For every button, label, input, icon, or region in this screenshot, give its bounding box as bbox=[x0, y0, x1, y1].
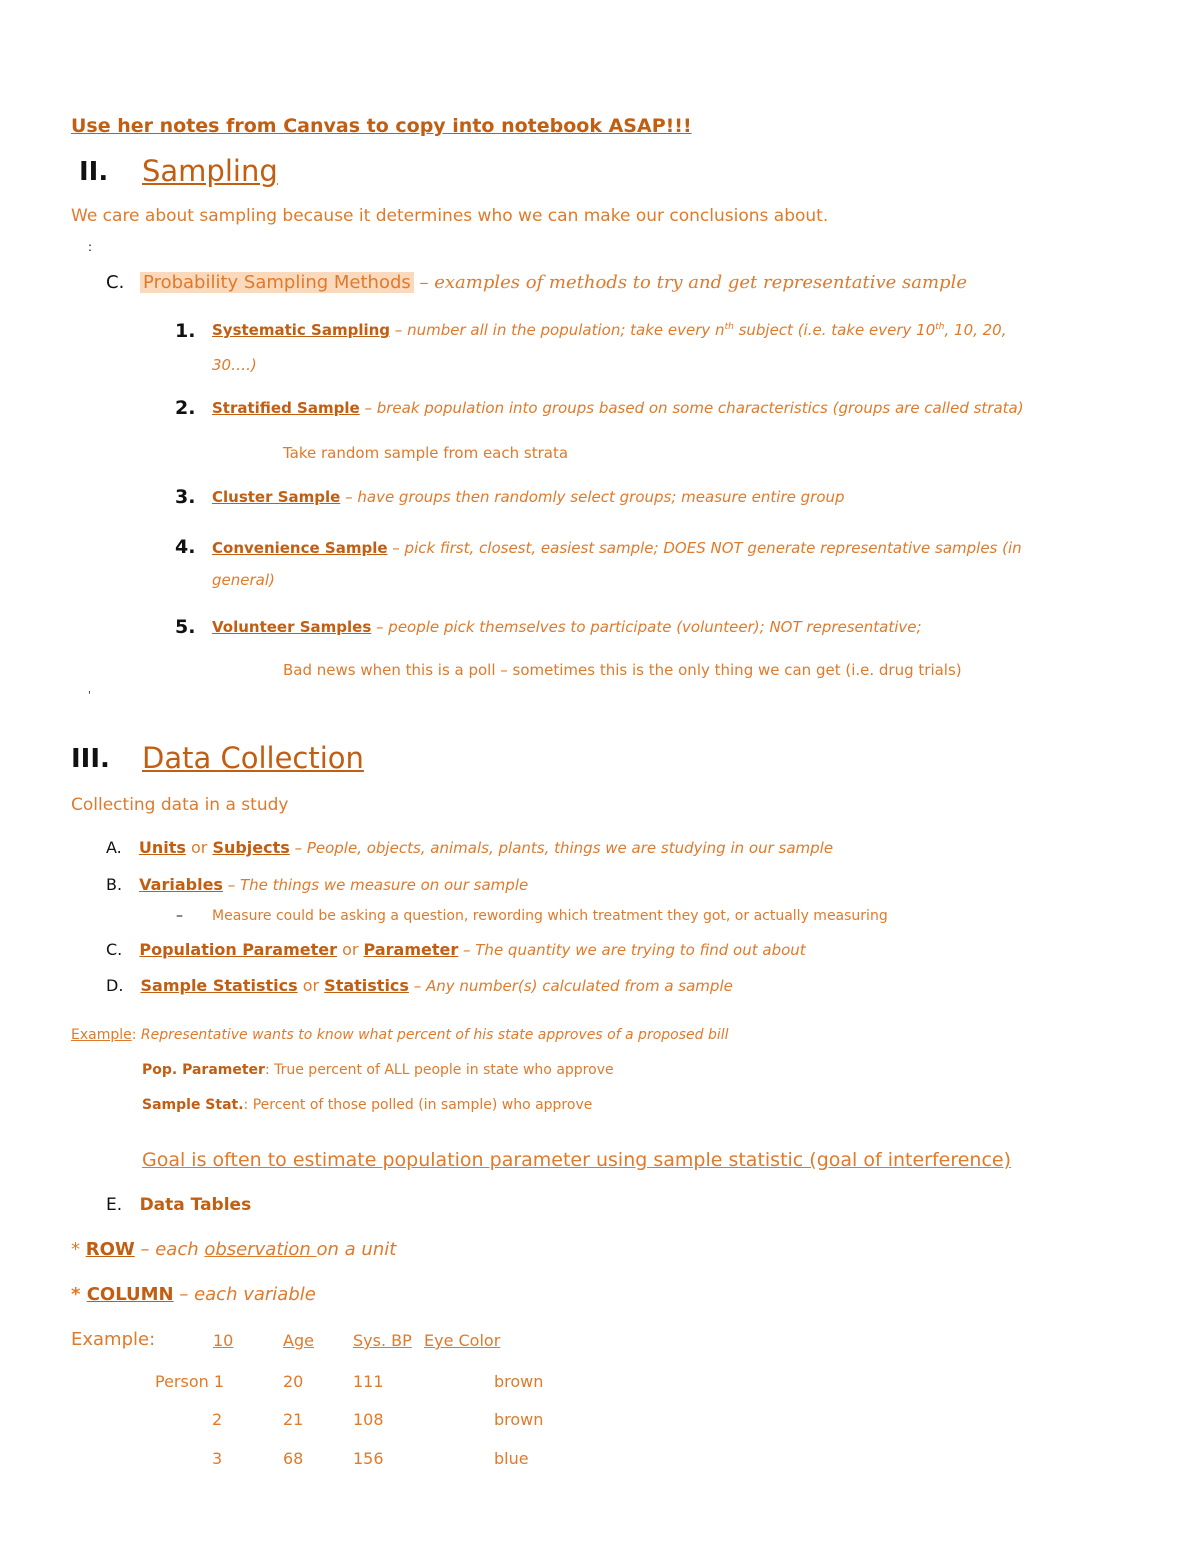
probability-methods-desc: – examples of methods to try and get representative sample bbox=[413, 272, 967, 293]
item-b-sub-dash: – bbox=[176, 908, 183, 924]
method-1-desc-a: – number all in the population; take every n bbox=[390, 321, 725, 339]
method-2-desc: – break population into groups based on some characteristics (groups are called strata) bbox=[359, 399, 1024, 417]
item-c bbox=[106, 940, 806, 959]
table-cell: blue bbox=[494, 1449, 529, 1468]
item-d-letter: D. bbox=[106, 976, 124, 995]
table-cell: 111 bbox=[353, 1372, 384, 1391]
item-b-term: Variables bbox=[139, 875, 223, 894]
row-dash: – each bbox=[134, 1239, 205, 1260]
item-a-desc: – People, objects, animals, plants, things we are studying in our sample bbox=[289, 839, 834, 857]
item-b-sub: Measure could be asking a question, rewording which treatment they got, or actually measuring bbox=[212, 908, 888, 924]
method-5-desc: – people pick themselves to participate (volunteer); NOT representative; bbox=[371, 618, 922, 636]
method-4-term: Convenience Sample bbox=[212, 539, 388, 557]
example-label: Example bbox=[71, 1027, 132, 1043]
table-cell: 156 bbox=[353, 1449, 384, 1468]
stat-line bbox=[142, 1097, 592, 1113]
method-1-desc-cont: 30….) bbox=[212, 356, 257, 374]
item-d-term-2: Statistics bbox=[324, 976, 409, 995]
method-4-desc: – pick first, closest, easiest sample; DOES NOT generate representative samples (in bbox=[387, 539, 1022, 557]
item-c-desc: – The quantity we are trying to find out about bbox=[458, 941, 806, 959]
item-b-letter: B. bbox=[106, 875, 123, 894]
item-e-letter: E. bbox=[106, 1195, 123, 1215]
probability-methods-item bbox=[106, 272, 967, 293]
tick-mark: ' bbox=[88, 690, 91, 701]
item-b-desc: – The things we measure on our sample bbox=[222, 876, 529, 894]
table-cell: 21 bbox=[283, 1410, 304, 1429]
method-1-desc-b: subject (i.e. take every 10 bbox=[733, 321, 936, 339]
item-d-or: or bbox=[297, 976, 325, 995]
row-term: ROW bbox=[85, 1239, 135, 1260]
method-3-number: 3. bbox=[175, 486, 196, 508]
table-cell: 2 bbox=[212, 1410, 223, 1429]
item-a-or: or bbox=[185, 838, 213, 857]
table-cell: brown bbox=[494, 1410, 544, 1429]
item-e-term: Data Tables bbox=[139, 1195, 252, 1215]
section-2-numeral: II. bbox=[79, 157, 109, 187]
item-d-term-1: Sample Statistics bbox=[140, 976, 298, 995]
method-5-line bbox=[212, 618, 922, 636]
stat-label: Sample Stat. bbox=[142, 1097, 244, 1113]
table-cell: 3 bbox=[212, 1449, 223, 1468]
table-header-bp: Sys. BP bbox=[353, 1331, 412, 1350]
method-5-number: 5. bbox=[175, 616, 196, 638]
section-2-intro: We care about sampling because it determines who we can make our conclusions about. bbox=[71, 206, 829, 226]
item-a-term-2: Subjects bbox=[212, 838, 290, 857]
table-header-age: Age bbox=[283, 1331, 314, 1350]
row-rest: on a unit bbox=[316, 1239, 397, 1260]
table-cell: 108 bbox=[353, 1410, 384, 1429]
table-header-eye: Eye Color bbox=[424, 1331, 501, 1350]
example-line bbox=[71, 1027, 729, 1043]
stat-text: : Percent of those polled (in sample) who approve bbox=[243, 1097, 593, 1113]
method-1-term: Systematic Sampling bbox=[212, 321, 391, 339]
method-4-desc-cont: general) bbox=[212, 571, 275, 589]
item-a-letter: A. bbox=[106, 838, 122, 857]
goal-statement: Goal is often to estimate population parameter using sample statistic (goal of interference) bbox=[142, 1149, 1012, 1171]
method-3-term: Cluster Sample bbox=[212, 488, 341, 506]
section-3-numeral: III. bbox=[71, 744, 110, 774]
column-line bbox=[71, 1284, 316, 1305]
method-4-line bbox=[212, 539, 1022, 557]
method-2-term: Stratified Sample bbox=[212, 399, 360, 417]
item-b bbox=[106, 875, 528, 894]
param-text: : True percent of ALL people in state who approve bbox=[264, 1062, 614, 1078]
item-e bbox=[106, 1195, 251, 1215]
method-1-number: 1. bbox=[175, 320, 196, 342]
method-1-line bbox=[212, 321, 1007, 339]
item-c-letter: C. bbox=[106, 940, 123, 959]
method-5-term: Volunteer Samples bbox=[212, 618, 372, 636]
method-1-sup-a: th bbox=[724, 322, 734, 332]
row-line bbox=[71, 1239, 396, 1260]
example-colon: : bbox=[131, 1027, 141, 1043]
table-example-label: Example: bbox=[71, 1329, 156, 1350]
method-1-sup-b: th bbox=[935, 322, 945, 332]
method-3-desc: – have groups then randomly select groups; measure entire group bbox=[340, 488, 845, 506]
method-4-number: 4. bbox=[175, 536, 196, 558]
item-a-term-1: Units bbox=[138, 838, 186, 857]
row-star: * bbox=[71, 1239, 86, 1260]
table-cell: 20 bbox=[283, 1372, 304, 1391]
method-3-line bbox=[212, 488, 845, 506]
notice-heading: Use her notes from Canvas to copy into notebook ASAP!!! bbox=[71, 115, 692, 137]
section-2-title: Sampling bbox=[142, 154, 278, 188]
row-observation: observation bbox=[204, 1239, 317, 1260]
section-3-title: Data Collection bbox=[142, 741, 364, 775]
column-rest: – each variable bbox=[173, 1284, 316, 1305]
table-cell: brown bbox=[494, 1372, 544, 1391]
item-d-desc: – Any number(s) calculated from a sample bbox=[408, 977, 733, 995]
method-2-number: 2. bbox=[175, 397, 196, 419]
item-letter: C. bbox=[106, 272, 125, 293]
section-3-intro: Collecting data in a study bbox=[71, 795, 289, 815]
probability-methods-term: Probability Sampling Methods bbox=[140, 272, 414, 293]
column-term: COLUMN bbox=[86, 1284, 174, 1305]
example-text: Representative wants to know what percent of his state approves of a proposed bill bbox=[140, 1027, 729, 1043]
method-2-line bbox=[212, 399, 1024, 417]
table-cell: 68 bbox=[283, 1449, 304, 1468]
method-5-note: Bad news when this is a poll – sometimes this is the only thing we can get (i.e. drug trials) bbox=[283, 661, 962, 679]
item-a bbox=[106, 838, 833, 857]
item-c-or: or bbox=[336, 940, 364, 959]
item-c-term-2: Parameter bbox=[363, 940, 459, 959]
item-d bbox=[106, 976, 733, 995]
param-label: Pop. Parameter bbox=[142, 1062, 265, 1078]
section-2-marker: : bbox=[88, 240, 93, 254]
method-2-note: Take random sample from each strata bbox=[283, 444, 569, 462]
method-1-desc-c: , 10, 20, bbox=[944, 321, 1007, 339]
table-header-id: 10 bbox=[213, 1331, 234, 1350]
param-line bbox=[142, 1062, 614, 1078]
table-cell: Person 1 bbox=[155, 1372, 225, 1391]
item-c-term-1: Population Parameter bbox=[139, 940, 337, 959]
column-star: * bbox=[71, 1284, 87, 1305]
